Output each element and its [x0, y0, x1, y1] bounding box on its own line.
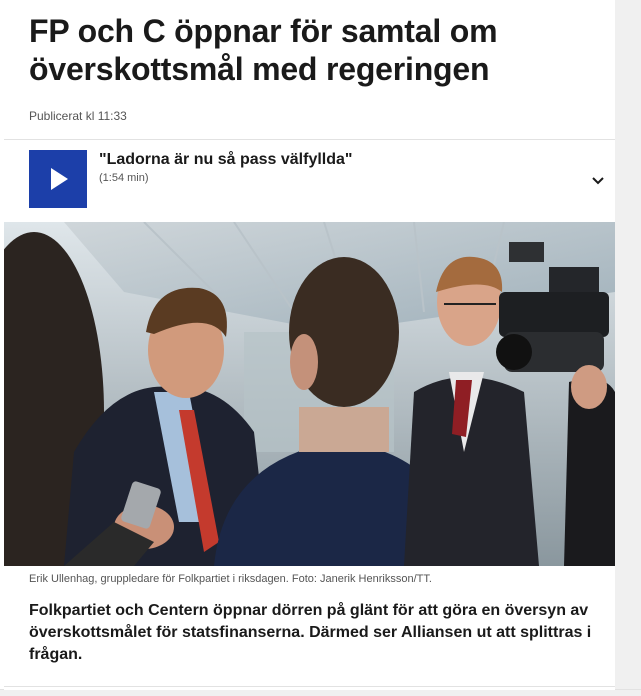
article-lede: Folkpartiet och Centern öppnar dörren på glänt för att göra en översyn av överskottsmålet för statsfinanserna. Därmed ser Alliansen ut att splittras i frågan. — [29, 602, 592, 663]
audio-player — [4, 140, 615, 222]
audio-clip-title[interactable]: "Ladorna är nu så pass välfyllda" — [99, 151, 353, 168]
play-button[interactable] — [29, 150, 87, 208]
chevron-down-icon[interactable] — [590, 173, 606, 189]
article — [4, 0, 615, 690]
article-headline: FP och C öppnar för samtal om överskottsmål med regeringen — [29, 13, 498, 87]
play-icon — [29, 150, 87, 208]
audio-clip-duration: (1:54 min) — [99, 172, 149, 184]
publish-time: Publicerat kl 11:33 — [29, 109, 127, 123]
window-frame-bottom — [0, 689, 641, 696]
divider — [4, 686, 615, 687]
photo-caption: Erik Ullenhag, gruppledare för Folkpartiet i riksdagen. Foto: Janerik Henriksson/TT. — [29, 573, 432, 585]
article-photo — [4, 222, 615, 566]
window-frame-right — [614, 0, 641, 696]
